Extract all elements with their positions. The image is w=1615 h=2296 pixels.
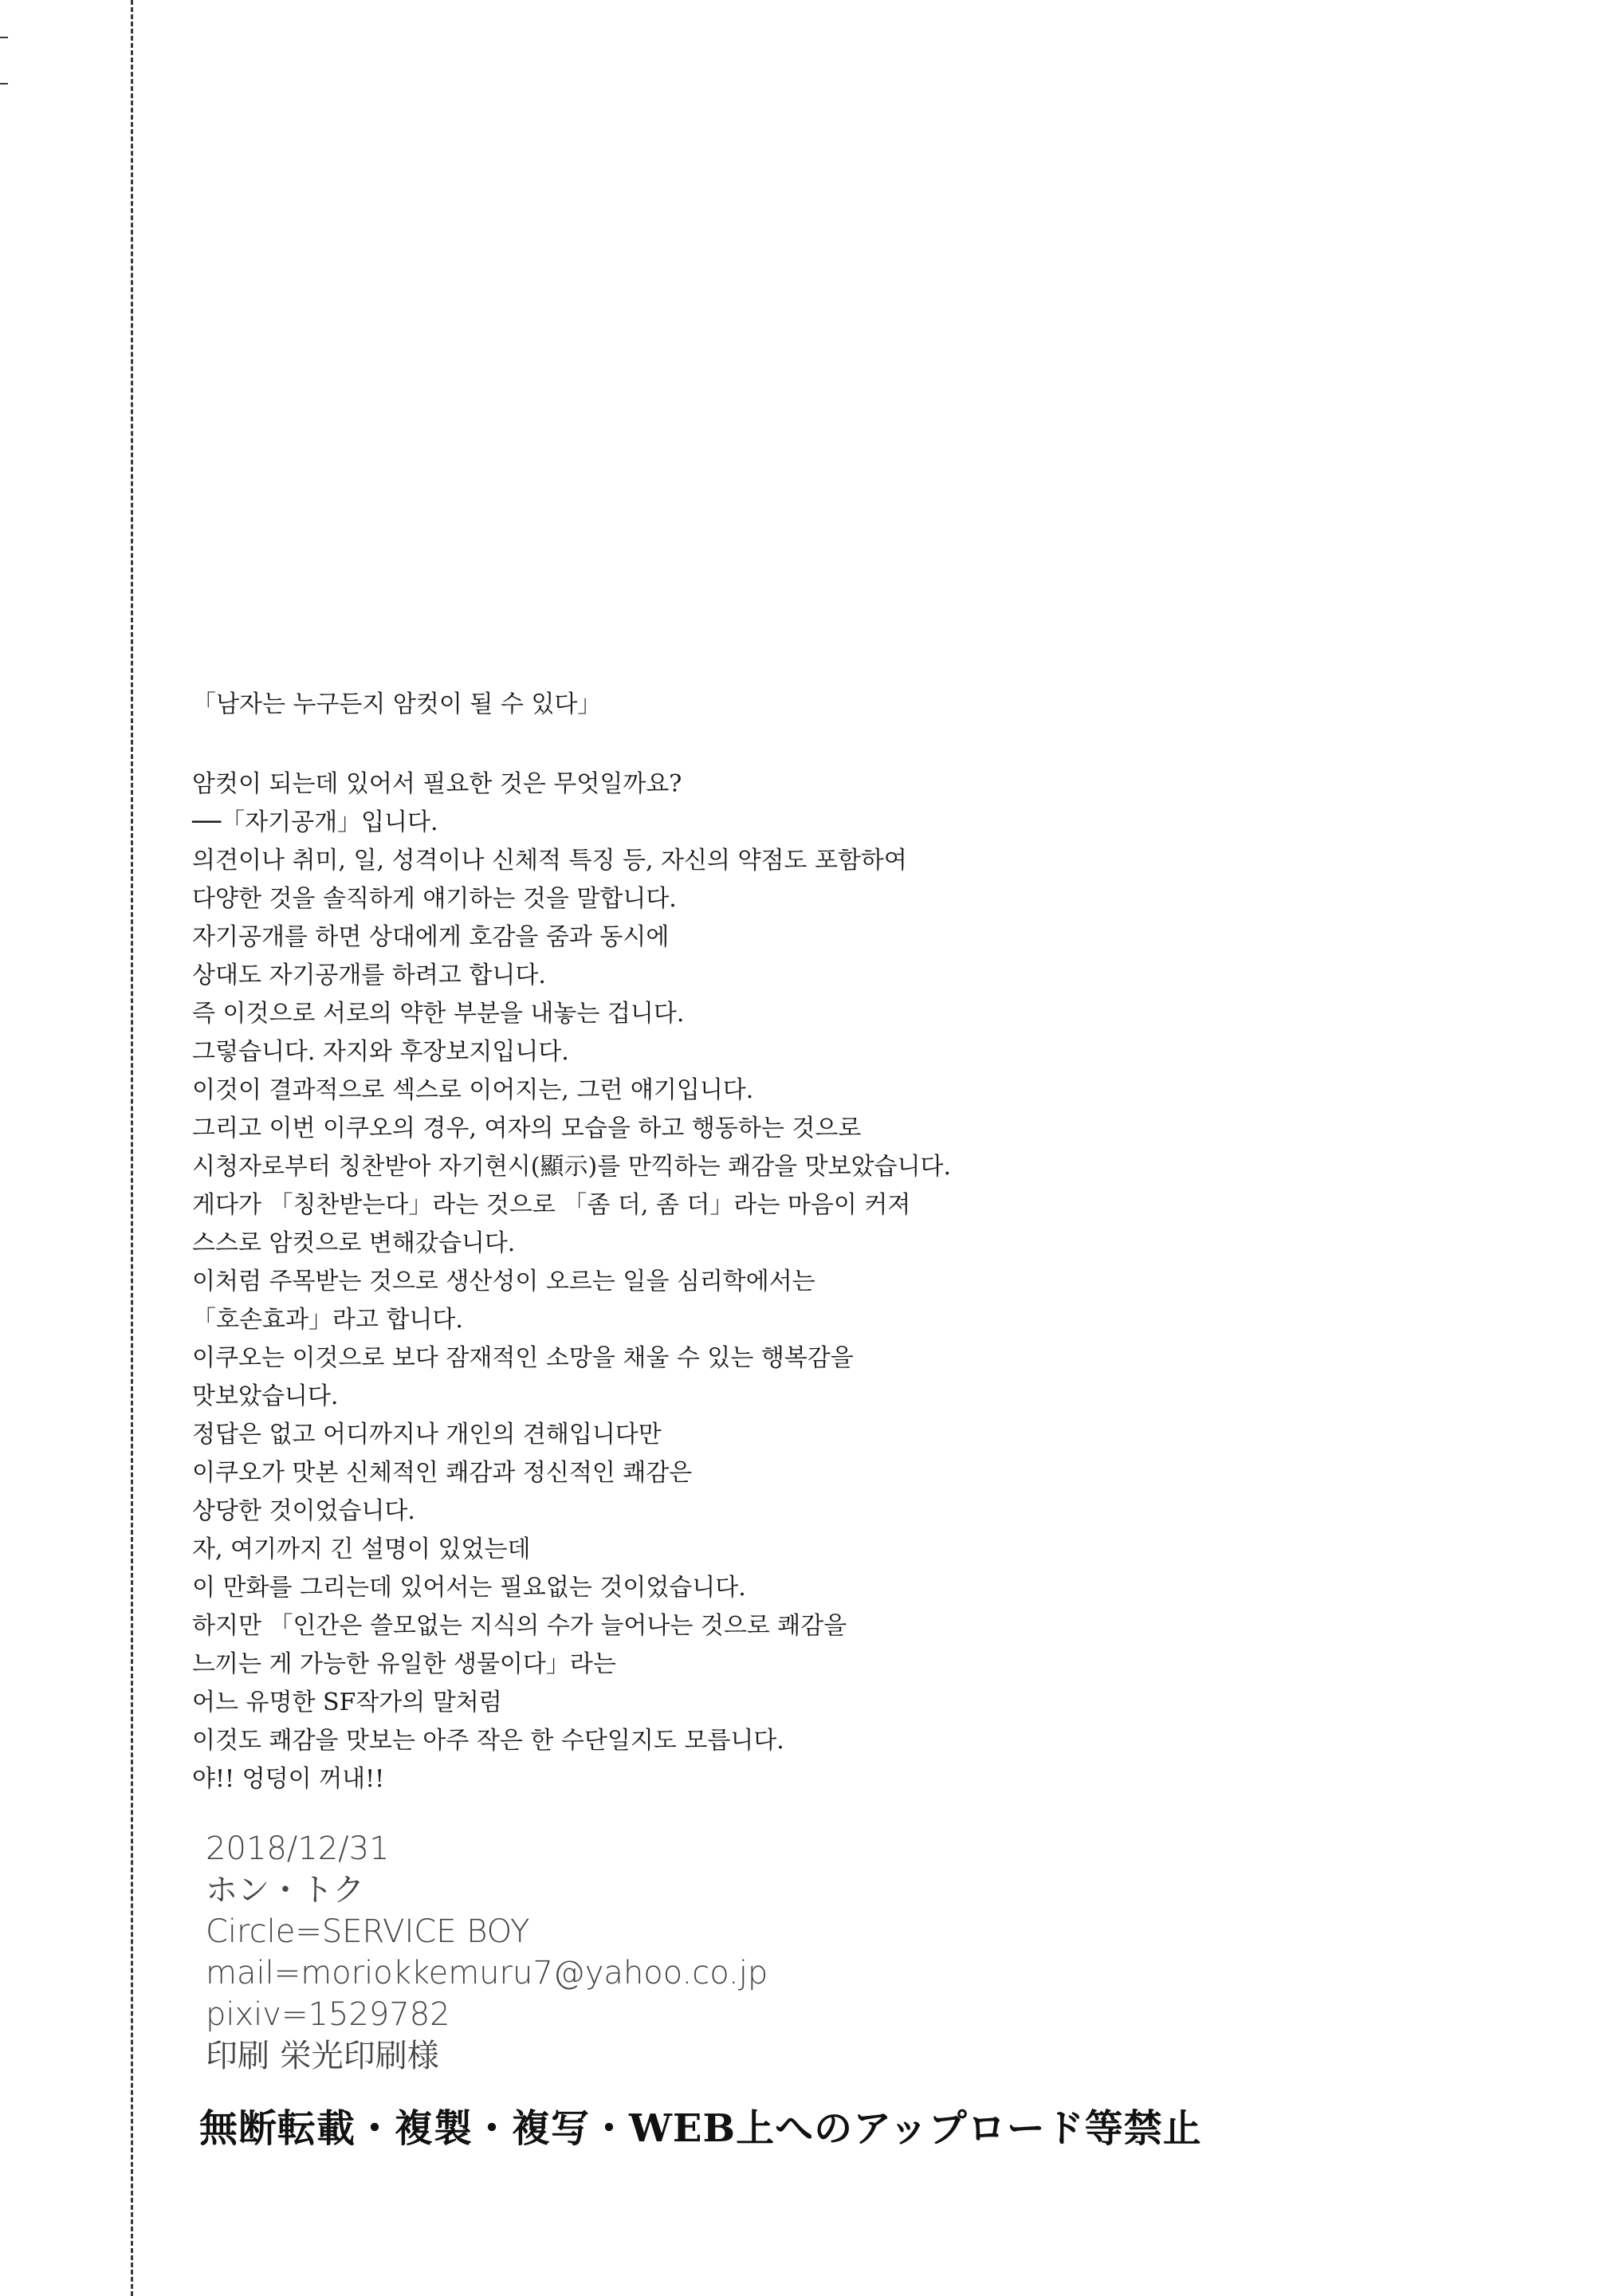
afterword [192, 686, 1388, 1799]
publish-date: 2018/12/31 [206, 1830, 390, 1867]
afterword-title: 「남자는 누구든지 암컷이 될 수 있다」 [192, 690, 602, 718]
afterword-line: 맛보았습니다. [192, 1382, 339, 1410]
afterword-line: 자, 여기까지 긴 설명이 있었는데 [192, 1535, 531, 1563]
fold-guide-line [131, 0, 133, 2296]
crop-mark [0, 83, 8, 85]
afterword-line: 느끼는 게 가능한 유일한 생물이다」라는 [192, 1650, 616, 1678]
printer-credit: 印刷 栄光印刷様 [206, 2038, 439, 2074]
afterword-line: ──「자기공개」입니다. [192, 808, 438, 836]
afterword-line: 이것도 쾌감을 맛보는 아주 작은 한 수단일지도 모릅니다. [192, 1727, 784, 1755]
afterword-line: 그리고 이번 이쿠오의 경우, 여자의 모습을 하고 행동하는 것으로 [192, 1115, 862, 1142]
afterword-line: 정답은 없고 어디까지나 개인의 견해입니다만 [192, 1421, 662, 1449]
afterword-line: 게다가 「칭찬받는다」라는 것으로 「좀 더, 좀 더」라는 마음이 커져 [192, 1191, 911, 1219]
pixiv-id: pixiv=1529782 [206, 1996, 450, 2033]
afterword-line: 이것이 결과적으로 섹스로 이어지는, 그런 얘기입니다. [192, 1076, 754, 1104]
afterword-line: 그렇습니다. 자지와 후장보지입니다. [192, 1038, 569, 1066]
afterword-line: 이쿠오는 이것으로 보다 잠재적인 소망을 채울 수 있는 행복감을 [192, 1344, 854, 1372]
afterword-line: 시청자로부터 칭찬받아 자기현시(顯示)를 만끽하는 쾌감을 맛보았습니다. [192, 1153, 952, 1181]
afterword-line: 「호손효과」라고 합니다. [192, 1306, 463, 1334]
circle-name: Circle=SERVICE BOY [206, 1913, 530, 1950]
afterword-line: 이 만화를 그리는데 있어서는 필요없는 것이었습니다. [192, 1574, 746, 1602]
author-name: ホン・トク [206, 1872, 365, 1909]
afterword-line: 즉 이것으로 서로의 약한 부분을 내놓는 겁니다. [192, 1000, 685, 1028]
afterword-line: 이쿠오가 맛본 신체적인 쾌감과 정신적인 쾌감은 [192, 1459, 693, 1487]
afterword-line: 암컷이 되는데 있어서 필요한 것은 무엇일까요? [192, 770, 682, 798]
afterword-line: 다양한 것을 솔직하게 얘기하는 것을 말합니다. [192, 885, 677, 913]
afterword-line: 자기공개를 하면 상대에게 호감을 줌과 동시에 [192, 923, 670, 951]
contact-email: mail=moriokkemuru7@yahoo.co.jp [206, 1955, 768, 1991]
afterword-line: 어느 유명한 SF작가의 말처럼 [192, 1689, 502, 1716]
copyright-notice: 無断転載・複製・複写・WEB上へのアップロード等禁止 [199, 2106, 1202, 2151]
afterword-line: 하지만 「인간은 쓸모없는 지식의 수가 늘어나는 것으로 쾌감을 [192, 1612, 847, 1640]
afterword-line: 의견이나 취미, 일, 성격이나 신체적 특징 등, 자신의 약점도 포함하여 [192, 847, 907, 875]
afterword-line: 스스로 암컷으로 변해갔습니다. [192, 1229, 516, 1257]
crop-mark [0, 37, 8, 38]
afterword-line: 상대도 자기공개를 하려고 합니다. [192, 961, 546, 989]
afterword-line: 야!! 엉덩이 꺼내!! [192, 1765, 385, 1793]
afterword-line: 상당한 것이었습니다. [192, 1497, 415, 1525]
afterword-line: 이처럼 주목받는 것으로 생산성이 오르는 일을 심리학에서는 [192, 1268, 815, 1295]
colophon [206, 1828, 768, 2077]
afterword-body [192, 765, 1388, 1799]
